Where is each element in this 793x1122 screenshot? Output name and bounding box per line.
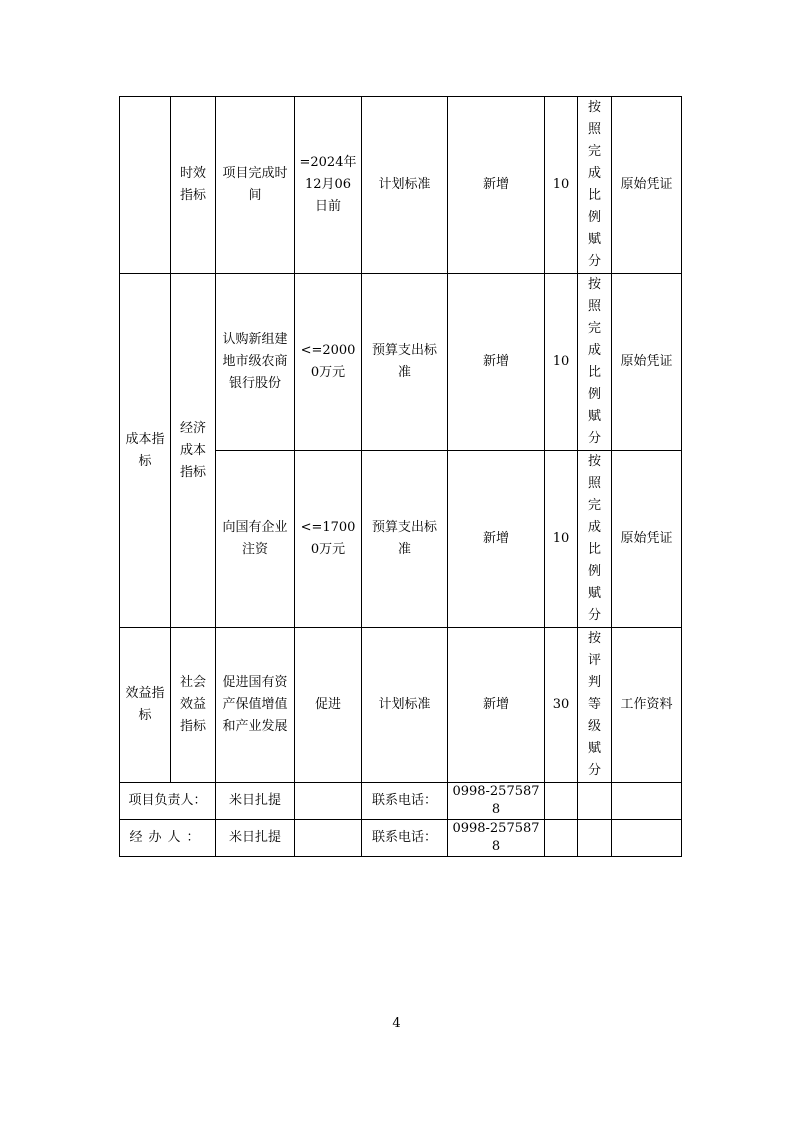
handler-phone-label: 联系电话： xyxy=(362,820,448,857)
empty-cell xyxy=(612,820,682,857)
handler-signature-row xyxy=(120,820,682,857)
level2-cell: 社会效益指标 xyxy=(171,628,216,783)
leader-signature-row xyxy=(120,783,682,820)
handler-label: 经办人： xyxy=(120,820,216,857)
standard-cell: 计划标准 xyxy=(362,628,448,783)
target-cell: =2024年12月06日前 xyxy=(295,97,362,274)
attribute-cell: 新增 xyxy=(448,451,545,628)
weight-cell: 10 xyxy=(545,97,578,274)
weight-cell: 30 xyxy=(545,628,578,783)
leader-name: 米日扎提 xyxy=(216,783,295,820)
level1-cell: 效益指标 xyxy=(120,628,171,783)
level2-cell: 时效指标 xyxy=(171,97,216,274)
leader-phone: 0998-2575878 xyxy=(448,783,545,820)
empty-cell xyxy=(295,820,362,857)
table-row xyxy=(120,628,682,783)
page-number: 4 xyxy=(392,1016,401,1031)
standard-cell: 预算支出标准 xyxy=(362,274,448,451)
standard-cell: 预算支出标准 xyxy=(362,451,448,628)
empty-cell xyxy=(545,820,578,857)
empty-cell xyxy=(578,820,612,857)
level1-cell: 成本指标 xyxy=(120,274,171,628)
scoring-method-cell: 按照完成比例赋分 xyxy=(578,97,612,274)
attribute-cell: 新增 xyxy=(448,97,545,274)
table-row xyxy=(120,97,682,274)
indicator-cell: 促进国有资产保值增值和产业发展 xyxy=(216,628,295,783)
empty-cell xyxy=(578,783,612,820)
handler-name: 米日扎提 xyxy=(216,820,295,857)
attribute-cell: 新增 xyxy=(448,274,545,451)
empty-cell xyxy=(545,783,578,820)
indicator-cell: 向国有企业注资 xyxy=(216,451,295,628)
indicator-cell: 项目完成时间 xyxy=(216,97,295,274)
scoring-method-cell: 按评判等级赋分 xyxy=(578,628,612,783)
performance-indicator-table xyxy=(119,96,682,857)
weight-cell: 10 xyxy=(545,274,578,451)
target-cell: <=20000万元 xyxy=(295,274,362,451)
scoring-method-cell: 按照完成比例赋分 xyxy=(578,274,612,451)
empty-cell xyxy=(612,783,682,820)
handler-phone: 0998-2575878 xyxy=(448,820,545,857)
level1-cell xyxy=(120,97,171,274)
source-cell: 原始凭证 xyxy=(612,451,682,628)
target-cell: 促进 xyxy=(295,628,362,783)
leader-label: 项目负责人： xyxy=(120,783,216,820)
leader-phone-label: 联系电话： xyxy=(362,783,448,820)
empty-cell xyxy=(295,783,362,820)
scoring-method-cell: 按照完成比例赋分 xyxy=(578,451,612,628)
standard-cell: 计划标准 xyxy=(362,97,448,274)
table-row xyxy=(120,274,682,451)
level2-cell: 经济成本指标 xyxy=(171,274,216,628)
weight-cell: 10 xyxy=(545,451,578,628)
source-cell: 原始凭证 xyxy=(612,97,682,274)
target-cell: <=17000万元 xyxy=(295,451,362,628)
source-cell: 工作资料 xyxy=(612,628,682,783)
source-cell: 原始凭证 xyxy=(612,274,682,451)
indicator-cell: 认购新组建地市级农商银行股份 xyxy=(216,274,295,451)
attribute-cell: 新增 xyxy=(448,628,545,783)
